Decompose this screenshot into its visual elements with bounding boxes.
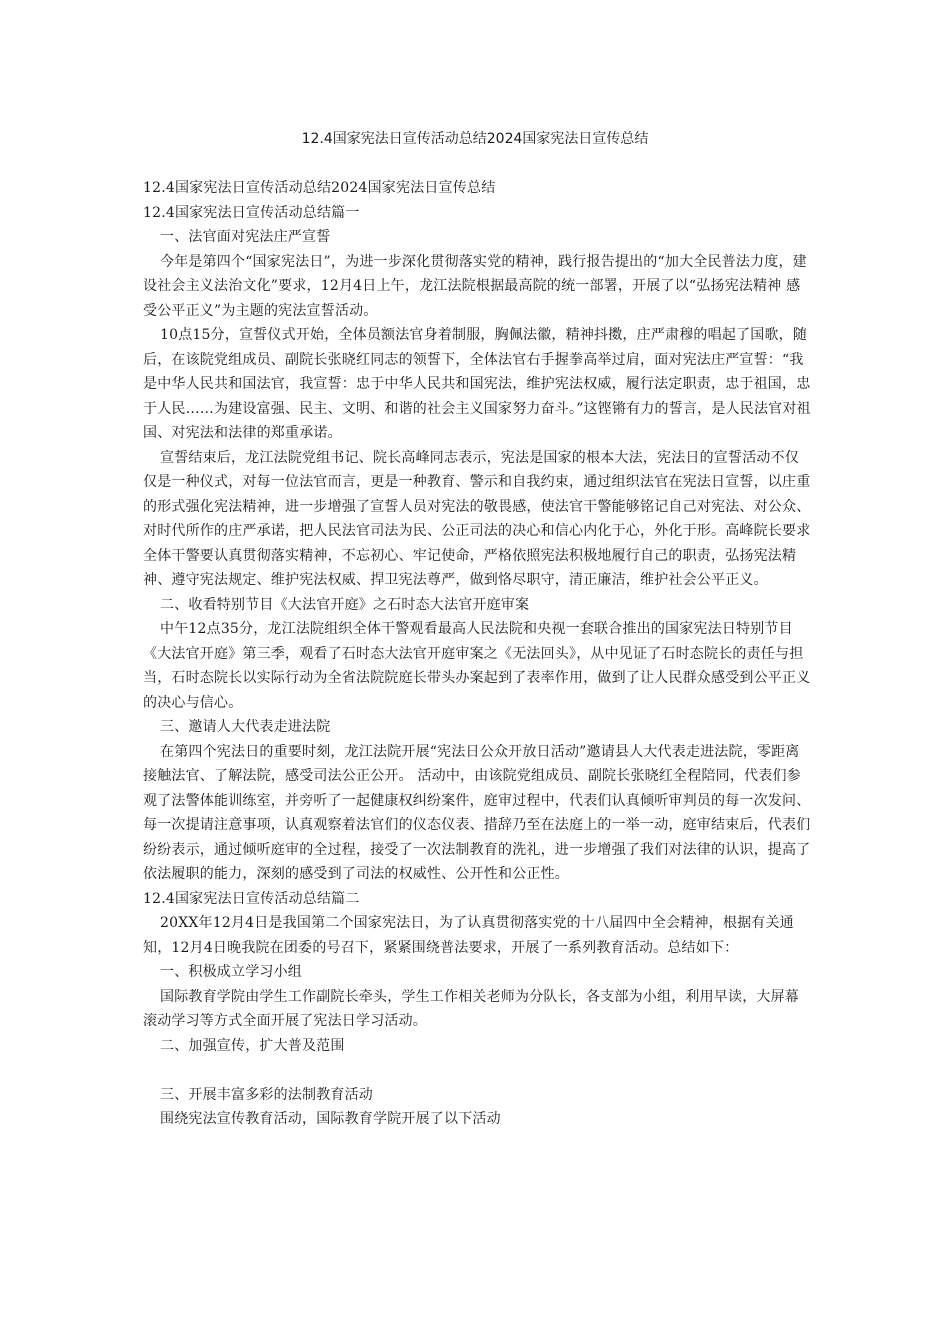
paragraph: 10点15分，宣誓仪式开始，全体员额法官身着制服，胸佩法徽，精神抖擞，庄严肃穆的唱起了国歌，随后，在该院党组成员、副院长张晓红同志的领誓下，全体法官右手握拳高举过肩，面对宪法庄严宣誓：“我是中华人民共和国法官，我宣誓：忠于中华人民共和国宪法，维护宪法权威，履行法定职责，忠于祖国，忠于人民……为建设富强、民主、文明、和谐的社会主义国家努力奋斗。”这铿锵有力的誓言，是人民法官对祖国、对宪法和法律的郑重承诺。 xyxy=(143,327,811,441)
paragraph: 三、开展丰富多彩的法制教育活动 xyxy=(160,1086,373,1103)
paragraph: 中午12点35分，龙江法院组织全体干警观看最高人民法院和央视一套联合推出的国家宪法日特别节目《大法官开庭》第三季，观看了石时态大法官开庭审案之《无法回头》，从中见证了石时态院长的责任与担当，石时态院长以实际行动为全省法院院庭长带头办案起到了表率作用，做到了让人民群众感受到公平正义的决心与信心。 xyxy=(143,621,811,711)
paragraph: 20XX年12月4日是我国第二个国家宪法日，为了认真贯彻落实党的十八届四中全会精神，根据有关通知，12月4日晚我院在团委的号召下，紧紧围绕普法要求，开展了一系列教育活动。总结如下： xyxy=(143,915,794,956)
paragraph: 12.4国家宪法日宣传活动总结篇一 xyxy=(143,204,360,221)
paragraph: 12.4国家宪法日宣传活动总结2024国家宪法日宣传总结 xyxy=(143,180,496,196)
paragraph: 一、法官面对宪法庄严宣誓 xyxy=(160,229,331,245)
paragraph: 国际教育学院由学生工作副院长牵头，学生工作相关老师为分队长，各支部为小组，利用早读，大屏幕滚动学习等方式全面开展了宪法日学习活动。 xyxy=(143,988,799,1029)
paragraph: 一、积极成立学习小组 xyxy=(160,964,302,980)
paragraph: 今年是第四个“国家宪法日”，为进一步深化贯彻落实党的精神，践行报告提出的“加大全民普法力度，建设社会主义法治文化”要求，12月4日上午，龙江法院根据最高院的统一部署，开展了以“弘扬宪法精神 感受公平正义”为主题的宪法宣誓活动。 xyxy=(143,253,807,319)
paragraph: 二、加强宣传，扩大普及范围 xyxy=(160,1037,345,1054)
paragraph: 三、邀请人大代表走进法院 xyxy=(160,719,331,735)
paragraph: 12.4国家宪法日宣传活动总结篇二 xyxy=(143,890,360,907)
paragraph: 围绕宪法宣传教育活动，国际教育学院开展了以下活动 xyxy=(160,1111,501,1127)
document-body xyxy=(143,176,813,1132)
paragraph: 二、收看特别节目《大法官开庭》之石时态大法官开庭审案 xyxy=(160,596,530,613)
paragraph xyxy=(143,1058,813,1083)
paragraph: 在第四个宪法日的重要时刻，龙江法院开展“宪法日公众开放日活动”邀请县人大代表走进法院，零距离接触法官、了解法院，感受司法公正公开。 活动中，由该院党组成员、副院长张晓红全程陪同，代表们参观了法警体能训练室，并旁听了一起健康权纠纷案件，庭审过程中，代表们认真倾听审判员的每一次发问、每一次提请注意事项，认真观察着法官们的仪态仪表、措辞乃至在法庭上的一举一动，庭审结束后，代表们纷纷表示，通过倾听庭审的全过程，接受了一次法制教育的洗礼，进一步增强了我们对法律的认识，提高了依法履职的能力，深刻的感受到了司法的权威性、公开性和公正性。 xyxy=(143,743,811,882)
paragraph: 宣誓结束后，龙江法院党组书记、院长高峰同志表示，宪法是国家的根本大法，宪法日的宣誓活动不仅仅是一种仪式，对每一位法官而言，更是一种教育、警示和自我约束，通过组织法官在宪法日宣誓，以庄重的形式强化宪法精神，进一步增强了宣誓人员对宪法的敬畏感，使法官干警能够铭记自己对宪法、对公众、对时代所作的庄严承诺，把人民法官司法为民、公正司法的决心和信心内化于心，外化于形。高峰院长要求全体干警要认真贯彻落实精神，不忘初心、牢记使命，严格依照宪法积极地履行自己的职责，弘扬宪法精神、遵守宪法规定、维护宪法权威、捍卫宪法尊严，做到恪尽职守，清正廉洁，维护社会公平正义。 xyxy=(143,449,811,588)
document-title: 12.4国家宪法日宣传活动总结2024国家宪法日宣传总结 xyxy=(301,131,649,147)
